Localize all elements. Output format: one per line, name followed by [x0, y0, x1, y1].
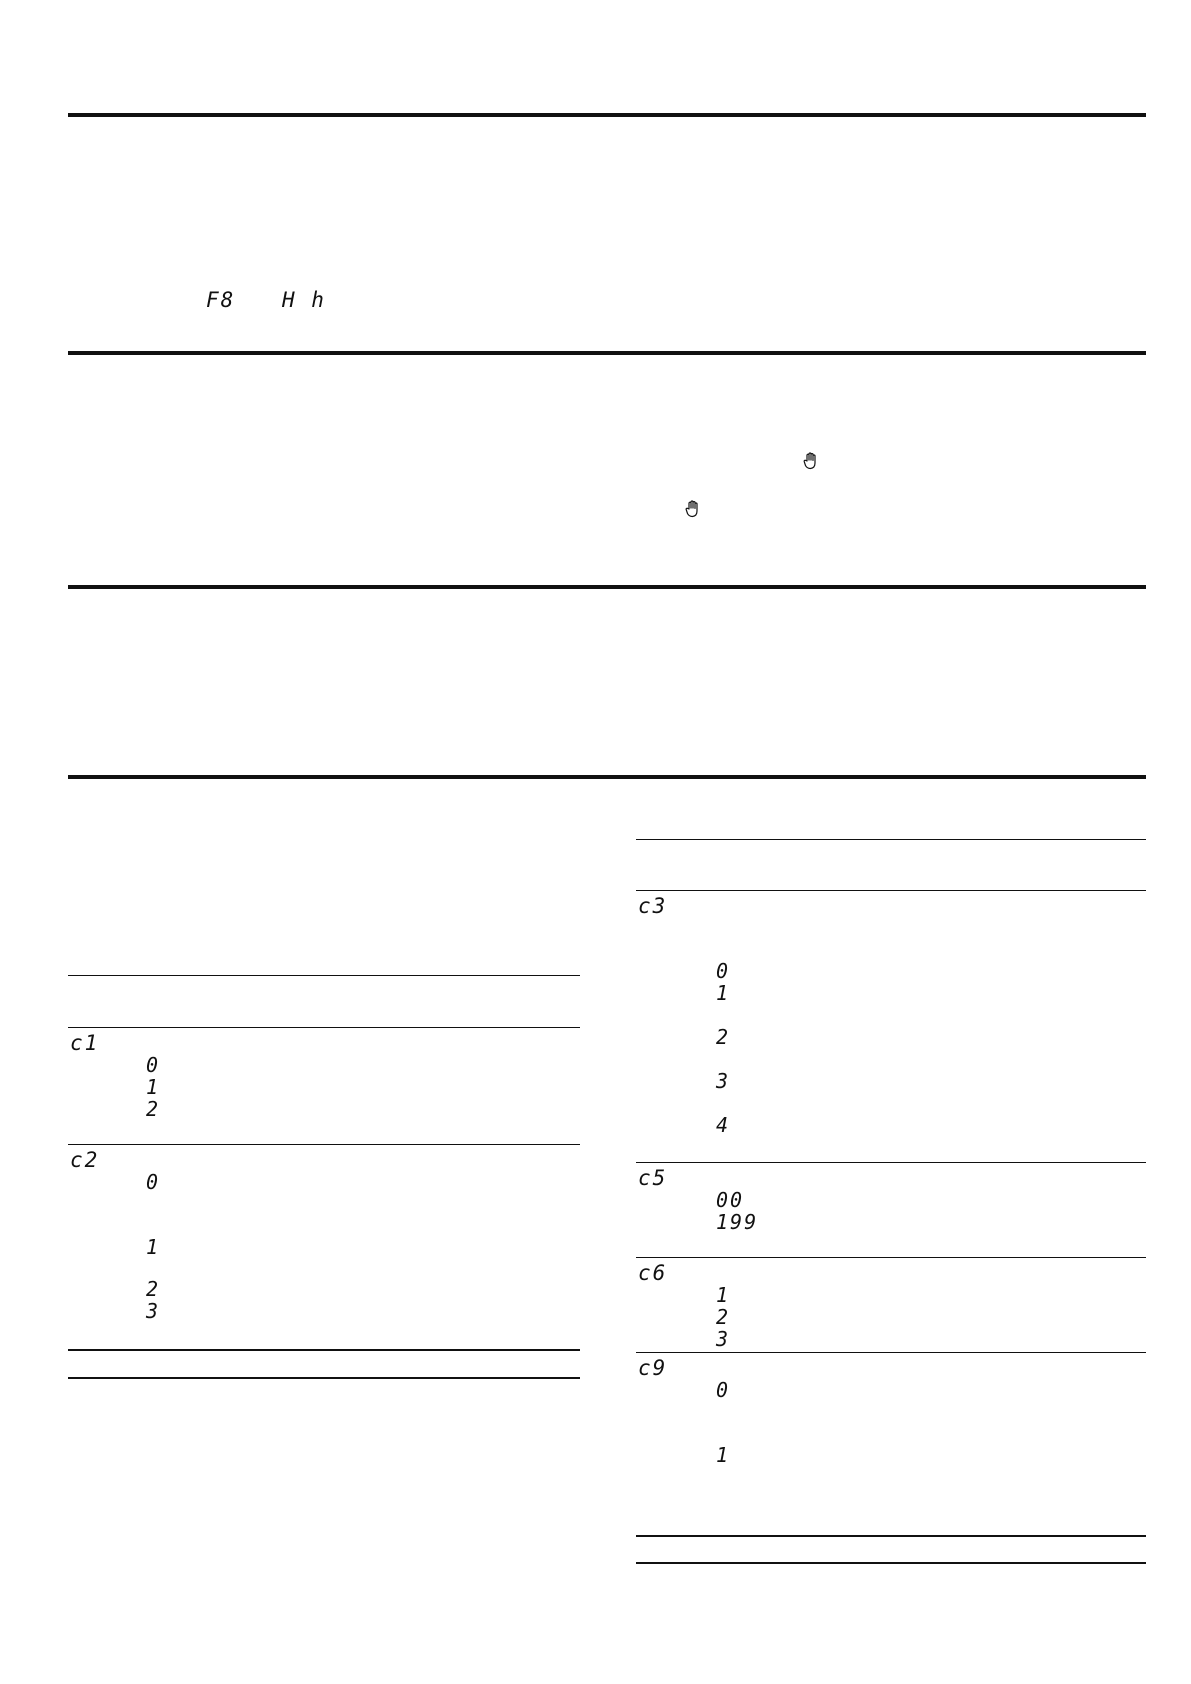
display-code-f8: F8 [206, 288, 236, 312]
table-row-value: 1 [146, 1075, 161, 1099]
right-table-row-rule [636, 1162, 1146, 1163]
table-row-value: 199 [716, 1210, 759, 1234]
table-row-value: 2 [716, 1305, 731, 1329]
left-table-header-rule [68, 975, 580, 976]
left-table-bottom-rule [68, 1349, 580, 1351]
section-divider-top [68, 113, 1146, 117]
table-row-value: 3 [146, 1299, 161, 1323]
table-row-code: c9 [638, 1356, 668, 1380]
table-row-value: 0 [716, 959, 731, 983]
table-row-value: 2 [146, 1277, 161, 1301]
table-row-value: 2 [146, 1097, 161, 1121]
table-row-value: 3 [716, 1327, 731, 1351]
table-row-code: c5 [638, 1166, 668, 1190]
hand-icon [685, 500, 701, 518]
table-row-value: 2 [716, 1025, 731, 1049]
section-divider-2 [68, 351, 1146, 355]
left-table-footer-rule [68, 1377, 580, 1379]
right-table-header-bottom-rule [636, 890, 1146, 891]
section-divider-4 [68, 775, 1146, 779]
section-divider-3 [68, 585, 1146, 589]
table-row-value: 0 [146, 1170, 161, 1194]
right-table-row-rule [636, 1257, 1146, 1258]
table-row-value: 1 [716, 1443, 731, 1467]
table-row-code: c1 [70, 1031, 100, 1055]
table-row-value: 1 [716, 981, 731, 1005]
table-row-value: 4 [716, 1113, 731, 1137]
table-row-code: c3 [638, 894, 668, 918]
hand-icon [803, 452, 819, 470]
left-table-row-rule [68, 1144, 580, 1145]
right-table-bottom-rule [636, 1535, 1146, 1537]
table-row-value: 00 [716, 1188, 745, 1212]
right-table-row-rule [636, 1352, 1146, 1353]
table-row-value: 1 [146, 1235, 161, 1259]
right-table-footer-rule [636, 1562, 1146, 1564]
table-row-value: 0 [146, 1053, 161, 1077]
display-code-hh: H h [282, 288, 326, 312]
table-row-value: 3 [716, 1069, 731, 1093]
table-row-code: c6 [638, 1261, 668, 1285]
table-row-value: 0 [716, 1378, 731, 1402]
right-table-header-rule [636, 839, 1146, 840]
table-row-value: 1 [716, 1283, 731, 1307]
table-row-code: c2 [70, 1148, 100, 1172]
left-table-header-bottom-rule [68, 1027, 580, 1028]
